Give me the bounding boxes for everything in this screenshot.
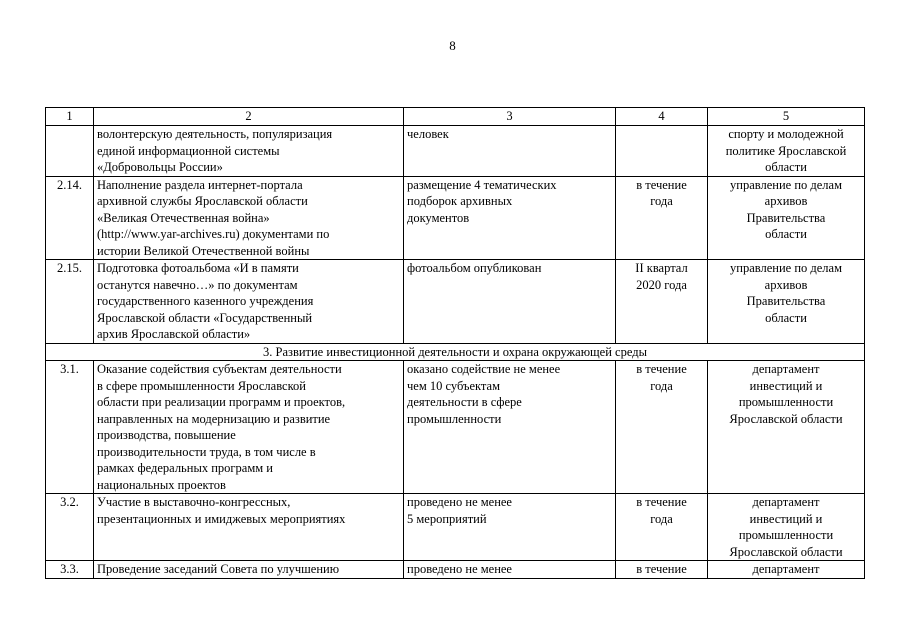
- row-number: 3.2.: [46, 494, 94, 561]
- table-row: [46, 561, 865, 579]
- table-row: [46, 260, 865, 344]
- row-number: 3.1.: [46, 361, 94, 494]
- row-executor: спорту и молодежной политике Ярославской области: [708, 126, 865, 177]
- header-col-1: 1: [46, 108, 94, 126]
- section-row: [46, 343, 865, 361]
- row-term: в течение года: [616, 176, 708, 260]
- plan-table: [45, 107, 865, 579]
- row-activity: волонтерскую деятельность, популяризация единой информационной системы «Добровольцы России»: [94, 126, 404, 177]
- row-activity: Подготовка фотоальбома «И в памяти останутся навечно…» по документам государственного казенного учреждения Ярославской области «Государственный архив Ярославской области»: [94, 260, 404, 344]
- row-executor: департамент инвестиций и промышленности Ярославской области: [708, 361, 865, 494]
- row-term: [616, 126, 708, 177]
- row-activity: Наполнение раздела интернет-портала архивной службы Ярославской области «Великая Отечественная война» (http://www.yar-archives.ru) документами по истории Великой Отечественной войны: [94, 176, 404, 260]
- header-col-2: 2: [94, 108, 404, 126]
- row-executor: департамент инвестиций и промышленности Ярославской области: [708, 494, 865, 561]
- row-number: 3.3.: [46, 561, 94, 579]
- table-row: [46, 494, 865, 561]
- row-executor: управление по делам архивов Правительства области: [708, 176, 865, 260]
- row-term: II квартал 2020 года: [616, 260, 708, 344]
- row-indicator: фотоальбом опубликован: [404, 260, 616, 344]
- row-term: в течение: [616, 561, 708, 579]
- row-indicator: проведено не менее: [404, 561, 616, 579]
- table-header-row: [46, 108, 865, 126]
- row-activity: Участие в выставочно-конгрессных, презентационных и имиджевых мероприятиях: [94, 494, 404, 561]
- row-indicator: оказано содействие не менее чем 10 субъектам деятельности в сфере промышленности: [404, 361, 616, 494]
- row-term: в течение года: [616, 361, 708, 494]
- section-title: 3. Развитие инвестиционной деятельности и охрана окружающей среды: [46, 343, 865, 361]
- row-executor: управление по делам архивов Правительства области: [708, 260, 865, 344]
- row-number: [46, 126, 94, 177]
- row-term: в течение года: [616, 494, 708, 561]
- row-activity: Оказание содействия субъектам деятельности в сфере промышленности Ярославской области при реализации программ и проектов, направленных на модернизацию и развитие производства, повышение производительности труда, в том числе в рамках федеральных программ и национальных проектов: [94, 361, 404, 494]
- row-indicator: проведено не менее 5 мероприятий: [404, 494, 616, 561]
- page-number: 8: [449, 38, 456, 53]
- row-executor: департамент: [708, 561, 865, 579]
- table-row: [46, 126, 865, 177]
- row-indicator: размещение 4 тематических подборок архивных документов: [404, 176, 616, 260]
- table-row: [46, 176, 865, 260]
- row-indicator: человек: [404, 126, 616, 177]
- row-number: 2.14.: [46, 176, 94, 260]
- row-activity: Проведение заседаний Совета по улучшению: [94, 561, 404, 579]
- row-number: 2.15.: [46, 260, 94, 344]
- header-col-3: 3: [404, 108, 616, 126]
- table-row: [46, 361, 865, 494]
- header-col-4: 4: [616, 108, 708, 126]
- header-col-5: 5: [708, 108, 865, 126]
